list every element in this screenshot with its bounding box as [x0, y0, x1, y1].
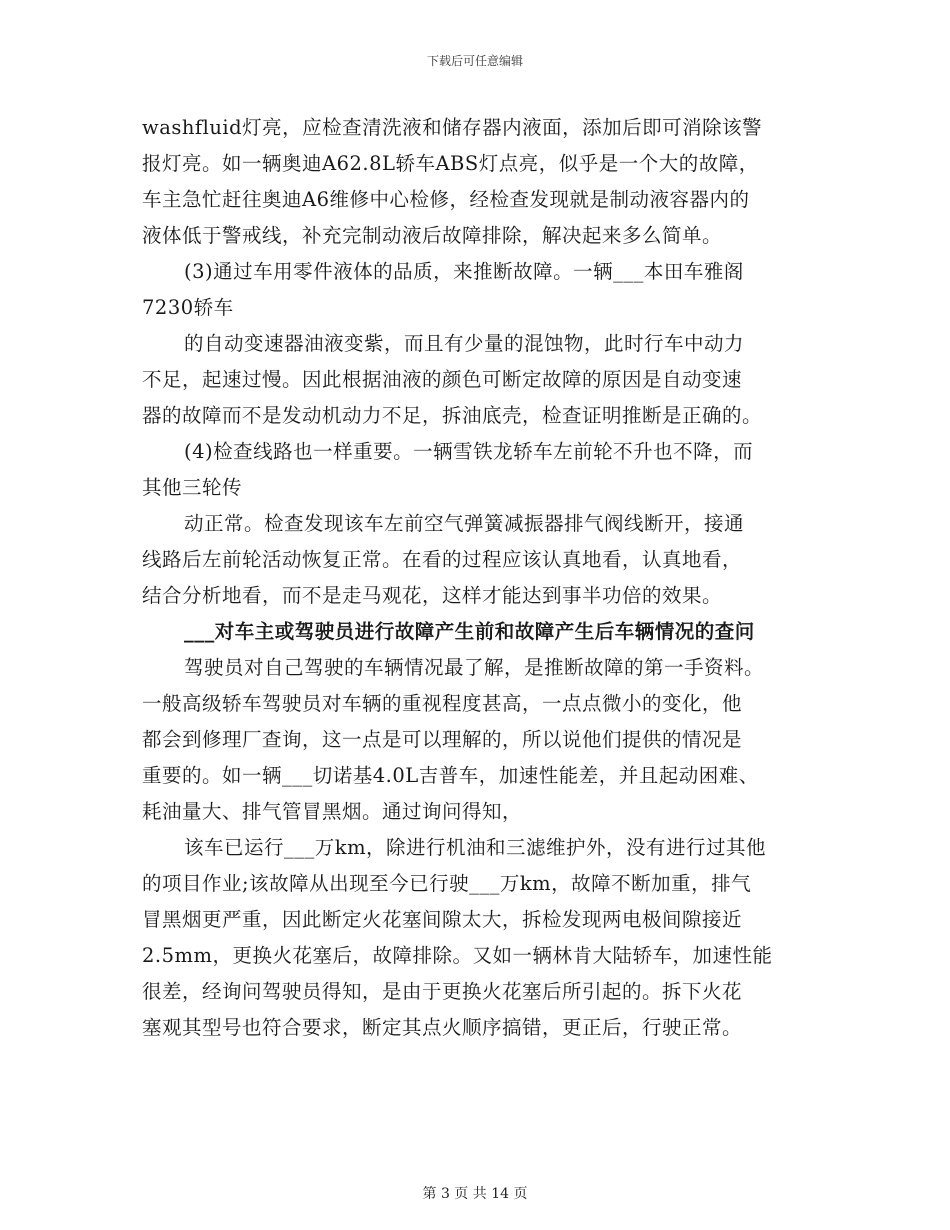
text-line: 器的故障而不是发动机动力不足，拆油底壳，检查证明推断是正确的。	[142, 404, 763, 427]
text-line: 塞观其型号也符合要求，断定其点火顺序搞错，更正后，行驶正常。	[142, 1016, 743, 1039]
text-line: 很差，经询问驾驶员得知，是由于更换火花塞后所引起的。拆下火花	[142, 980, 743, 1003]
text-line: 其他三轮传	[142, 476, 243, 499]
page-header: 下载后可任意编辑	[426, 54, 523, 68]
text-line: 动正常。检查发现该车左前空气弹簧减振器排气阀线断开，接通	[184, 512, 745, 535]
text-line: 该车已运行___万km，除进行机油和三滤维护外，没有进行过其他	[184, 836, 767, 859]
text-line: 的项目作业;该故障从出现至今已行驶___万km，故障不断加重，排气	[142, 872, 752, 895]
text-line: 报灯亮。如一辆奥迪A62.8L轿车ABS灯点亮，似乎是一个大的故障，	[142, 152, 759, 175]
text-line: washfluid灯亮，应检查清洗液和储存器内液面，添加后即可消除该警	[142, 116, 763, 139]
text-line: 都会到修理厂查询，这一点是可以理解的，所以说他们提供的情况是	[142, 728, 743, 751]
text-line: 液体低于警戒线，补充完制动液后故障排除，解决起来多么简单。	[142, 224, 723, 247]
text-line: (4)检查线路也一样重要。一辆雪铁龙轿车左前轮不升也不降，而	[184, 440, 754, 463]
text-line: 一般高级轿车驾驶员对车辆的重视程度甚高，一点点微小的变化，他	[142, 692, 743, 715]
text-line: 车主急忙赶往奥迪A6维修中心检修，经检查发现就是制动液容器内的	[142, 188, 750, 211]
page-footer: 第 3 页 共 14 页	[422, 1186, 528, 1202]
document-body	[142, 110, 822, 1046]
section-heading: ___对车主或驾驶员进行故障产生前和故障产生后车辆情况的查问	[184, 620, 755, 643]
text-line: 结合分析地看，而不是走马观花，这样才能达到事半功倍的效果。	[142, 584, 723, 607]
text-line: 重要的。如一辆___切诺基4.0L吉普车，加速性能差，并且起动困难、	[142, 764, 759, 787]
text-line: 2.5mm，更换火花塞后，故障排除。又如一辆林肯大陆轿车，加速性能	[142, 944, 773, 967]
text-line: 冒黑烟更严重，因此断定火花塞间隙太大，拆检发现两电极间隙接近	[142, 908, 743, 931]
text-line: 线路后左前轮活动恢复正常。在看的过程应该认真地看，认真地看，	[142, 548, 743, 571]
text-line: (3)通过车用零件液体的品质，来推断故障。一辆___本田车雅阁	[184, 260, 744, 283]
text-line: 耗油量大、排气管冒黑烟。通过询问得知，	[142, 800, 523, 823]
text-line: 的自动变速器油液变紫，而且有少量的混蚀物，此时行车中动力	[184, 332, 745, 355]
text-line: 7230轿车	[142, 296, 234, 319]
text-line: 不足，起速过慢。因此根据油液的颜色可断定故障的原因是自动变速	[142, 368, 743, 391]
text-line: 驾驶员对自己驾驶的车辆情况最了解，是推断故障的第一手资料。	[184, 656, 765, 679]
